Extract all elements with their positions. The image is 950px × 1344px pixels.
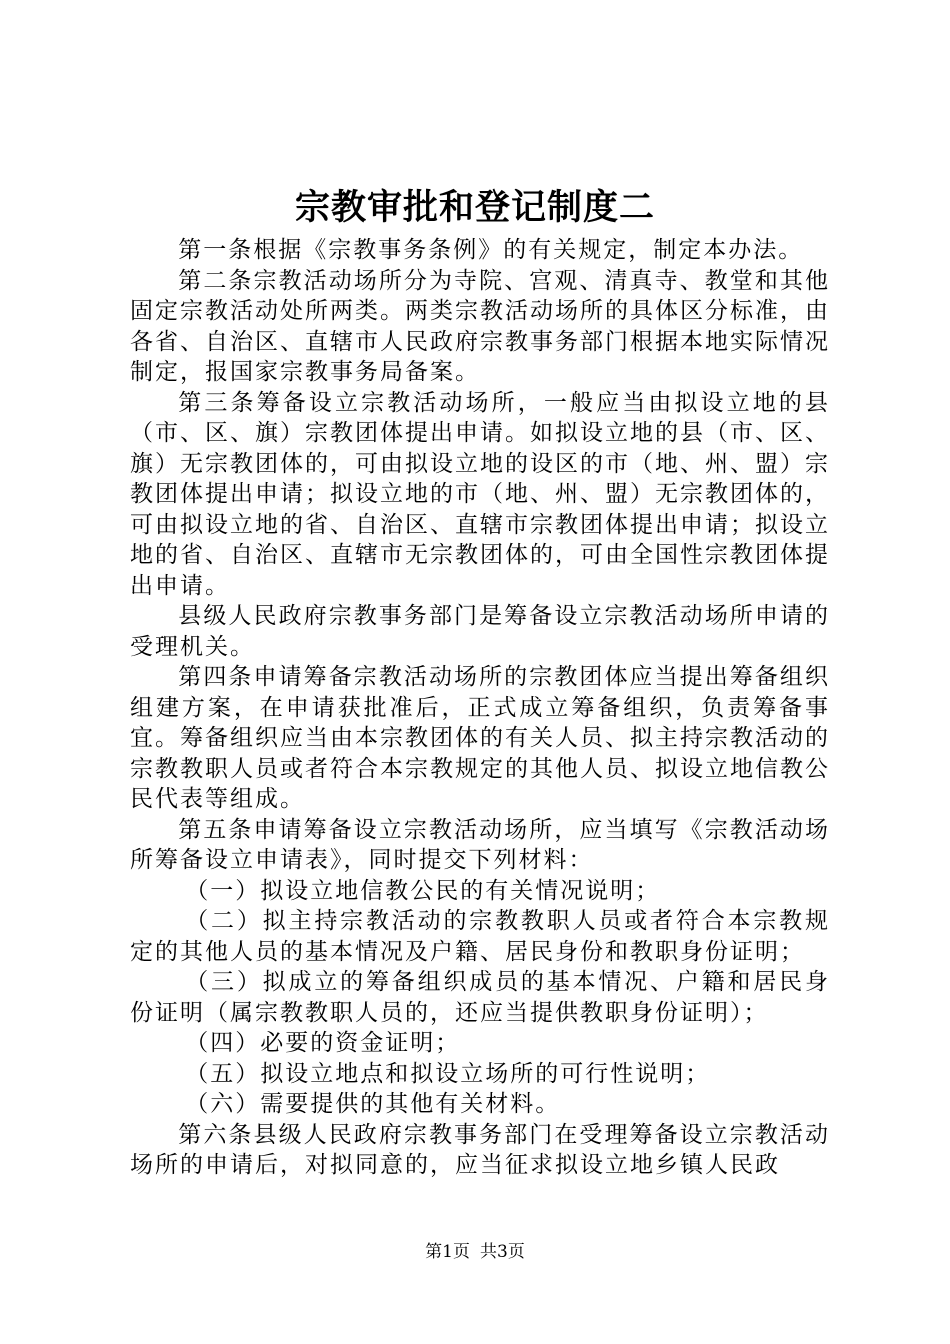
paragraph-article-3: 第三条筹备设立宗教活动场所，一般应当由拟设立地的县（市、区、旗）宗教团体提出申请。如拟设立地的县（市、区、旗）无宗教团体的，可由拟设立地的设区的市（地、州、盟）宗教团体提出申请；拟设立地的市（地、州、盟）无宗教团体的，可由拟设立地的省、自治区、直辖市宗教团体提出申请；拟设立地的省、自治区、直辖市无宗教团体的，可由全国性宗教团体提出申请。 <box>130 389 830 599</box>
list-item-5: （五）拟设立地点和拟设立场所的可行性说明； <box>185 1060 711 1087</box>
paragraph-article-4: 第四条申请筹备宗教活动场所的宗教团体应当提出筹备组织组建方案，在申请获批准后，正式成立筹备组织，负责筹备事宜。筹备组织应当由本宗教团体的有关人员、拟主持宗教活动的宗教教职人员或者符合本宗教规定的其他人员、拟设立地信教公民代表等组成。 <box>130 664 830 812</box>
list-item-2: （二）拟主持宗教活动的宗教教职人员或者符合本宗教规定的其他人员的基本情况及户籍、居民身份和教职身份证明； <box>130 908 830 965</box>
paragraph-article-1: 第一条根据《宗教事务条例》的有关规定，制定本办法。 <box>178 237 804 263</box>
paragraph-article-6: 第六条县级人民政府宗教事务部门在受理筹备设立宗教活动场所的申请后，对拟同意的，应当征求拟设立地乡镇人民政 <box>130 1121 830 1178</box>
list-item-1: （一）拟设立地信教公民的有关情况说明； <box>185 877 661 904</box>
page-footer <box>0 1240 950 1264</box>
page-number-current: 第1页 <box>425 1242 470 1262</box>
paragraph-article-5: 第五条申请筹备设立宗教活动场所，应当填写《宗教活动场所筹备设立申请表》，同时提交下列材料： <box>130 816 830 873</box>
list-item-3: （三）拟成立的筹备组织成员的基本情况、户籍和居民身份证明（属宗教教职人员的，还应当提供教职身份证明）； <box>130 969 830 1026</box>
document-body <box>130 235 830 1181</box>
paragraph-article-3-continued: 县级人民政府宗教事务部门是筹备设立宗教活动场所申请的受理机关。 <box>130 603 830 660</box>
paragraph-article-2: 第二条宗教活动场所分为寺院、宫观、清真寺、教堂和其他固定宗教活动处所两类。两类宗教活动场所的具体区分标准，由各省、自治区、直辖市人民政府宗教事务部门根据本地实际情况制定，报国家宗教事务局备案。 <box>130 267 830 385</box>
list-item-4: （四）必要的资金证明； <box>185 1030 461 1056</box>
document-title: 宗教审批和登记制度二 <box>294 187 655 228</box>
list-item-6: （六）需要提供的其他有关材料。 <box>185 1091 561 1117</box>
page-number-total: 共3页 <box>480 1242 525 1262</box>
